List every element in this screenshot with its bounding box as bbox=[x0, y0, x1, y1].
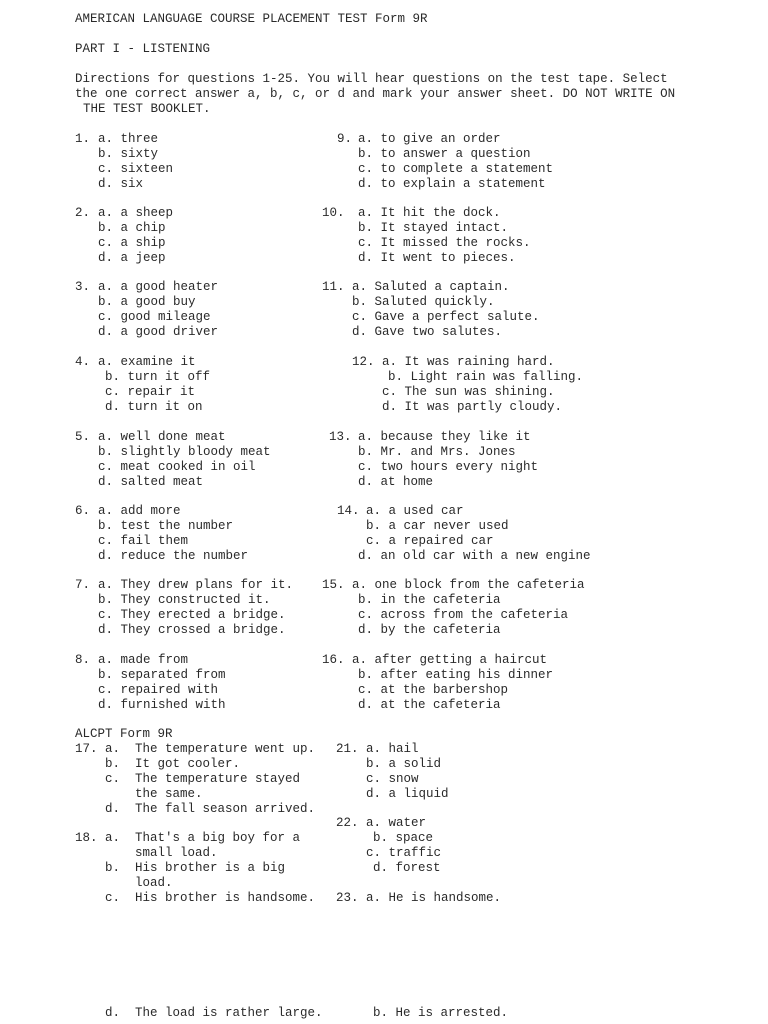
option: c. to complete a statement bbox=[358, 162, 554, 176]
option: b. a car never used bbox=[366, 519, 509, 533]
option: b. after eating his dinner bbox=[358, 668, 554, 682]
option: d. Gave two salutes. bbox=[352, 325, 503, 339]
option: b. a good buy bbox=[98, 295, 196, 309]
option: d. at the cafeteria bbox=[358, 698, 501, 712]
question-number: 8. bbox=[75, 653, 91, 667]
option: d. furnished with bbox=[98, 698, 226, 712]
option: c. meat cooked in oil bbox=[98, 460, 256, 474]
option: d. at home bbox=[358, 475, 434, 489]
option: d. by the cafeteria bbox=[358, 623, 501, 637]
option: a. hail bbox=[366, 742, 419, 756]
question-number: 4. bbox=[75, 355, 91, 369]
question-number: 21. bbox=[336, 742, 359, 756]
question-number: 15. bbox=[322, 578, 345, 592]
option: b. They constructed it. bbox=[98, 593, 271, 607]
option: b. a solid bbox=[366, 757, 442, 771]
option: b. in the cafeteria bbox=[358, 593, 501, 607]
option-text: That's a big boy for a bbox=[135, 831, 301, 845]
option: c. traffic bbox=[366, 846, 442, 860]
option: a. to give an order bbox=[358, 132, 501, 146]
option: c. across from the cafeteria bbox=[358, 608, 569, 622]
option: d. It was partly cloudy. bbox=[382, 400, 563, 414]
option-text: His brother is a big bbox=[135, 861, 286, 875]
option: a. because they like it bbox=[358, 430, 531, 444]
option-letter: c. bbox=[105, 772, 121, 786]
option: c. Gave a perfect salute. bbox=[352, 310, 540, 324]
option: a. It was raining hard. bbox=[382, 355, 555, 369]
option-letter: a. bbox=[105, 742, 121, 756]
option-letter: b. bbox=[105, 757, 121, 771]
question-number: 18. bbox=[75, 831, 98, 845]
option: d. They crossed a bridge. bbox=[98, 623, 286, 637]
question-number: 11. bbox=[322, 280, 345, 294]
option: a. one block from the cafeteria bbox=[352, 578, 585, 592]
option-text: His brother is handsome. bbox=[135, 891, 316, 905]
option: b. to answer a question bbox=[358, 147, 531, 161]
option: b. turn it off bbox=[105, 370, 211, 384]
directions-line: the one correct answer a, b, c, or d and mark your answer sheet. DO NOT WRITE ON bbox=[75, 87, 676, 101]
option: a. after getting a haircut bbox=[352, 653, 548, 667]
option-text: The temperature went up. bbox=[135, 742, 316, 756]
option: a. They drew plans for it. bbox=[98, 578, 294, 592]
option: c. It missed the rocks. bbox=[358, 236, 531, 250]
option-letter: a. bbox=[105, 831, 121, 845]
option: b. Saluted quickly. bbox=[352, 295, 495, 309]
question-number: 9. bbox=[337, 132, 353, 146]
question-number: 3. bbox=[75, 280, 91, 294]
option: b. It stayed intact. bbox=[358, 221, 509, 235]
option: d. It went to pieces. bbox=[358, 251, 516, 265]
option: a. water bbox=[366, 816, 427, 830]
option: b. He is arrested. bbox=[373, 1006, 509, 1020]
part-heading: PART I - LISTENING bbox=[75, 42, 211, 56]
option: a. add more bbox=[98, 504, 181, 518]
option: b. a chip bbox=[98, 221, 166, 235]
option: c. at the barbershop bbox=[358, 683, 509, 697]
option: c. snow bbox=[366, 772, 419, 786]
option: a. a used car bbox=[366, 504, 464, 518]
option: a. examine it bbox=[98, 355, 196, 369]
option: d. reduce the number bbox=[98, 549, 249, 563]
question-number: 1. bbox=[75, 132, 91, 146]
question-number: 6. bbox=[75, 504, 91, 518]
option-letter: d. bbox=[105, 802, 121, 816]
option: c. a repaired car bbox=[366, 534, 494, 548]
question-number: 17. bbox=[75, 742, 98, 756]
option: b. separated from bbox=[98, 668, 226, 682]
option: d. an old car with a new engine bbox=[358, 549, 591, 563]
option: c. They erected a bridge. bbox=[98, 608, 286, 622]
option: c. a ship bbox=[98, 236, 166, 250]
option: c. fail them bbox=[98, 534, 189, 548]
option-letter: c. bbox=[105, 891, 121, 905]
option: c. sixteen bbox=[98, 162, 174, 176]
option-letter: d. bbox=[105, 1006, 121, 1020]
option-text: small load. bbox=[135, 846, 218, 860]
option: a. well done meat bbox=[98, 430, 226, 444]
question-number: 10. bbox=[322, 206, 345, 220]
document-title: AMERICAN LANGUAGE COURSE PLACEMENT TEST Form 9R bbox=[75, 12, 428, 26]
option: a. a sheep bbox=[98, 206, 174, 220]
option-text: load. bbox=[135, 876, 173, 890]
option-text: The temperature stayed bbox=[135, 772, 301, 786]
question-number: 2. bbox=[75, 206, 91, 220]
option: b. sixty bbox=[98, 147, 159, 161]
option: a. It hit the dock. bbox=[358, 206, 501, 220]
option: b. test the number bbox=[98, 519, 234, 533]
option: c. repair it bbox=[105, 385, 196, 399]
option: d. a jeep bbox=[98, 251, 166, 265]
question-number: 23. bbox=[336, 891, 359, 905]
option-text: The fall season arrived. bbox=[135, 802, 316, 816]
option: b. Light rain was falling. bbox=[388, 370, 584, 384]
option: c. The sun was shining. bbox=[382, 385, 555, 399]
option: d. salted meat bbox=[98, 475, 204, 489]
option: d. six bbox=[98, 177, 144, 191]
directions-line: Directions for questions 1-25. You will hear questions on the test tape. Select bbox=[75, 72, 668, 86]
question-number: 7. bbox=[75, 578, 91, 592]
option: b. slightly bloody meat bbox=[98, 445, 271, 459]
form-label: ALCPT Form 9R bbox=[75, 727, 173, 741]
option: b. space bbox=[373, 831, 434, 845]
option: c. repaired with bbox=[98, 683, 219, 697]
option-text: the same. bbox=[135, 787, 203, 801]
option-text: It got cooler. bbox=[135, 757, 241, 771]
option: d. forest bbox=[373, 861, 441, 875]
option: a. Saluted a captain. bbox=[352, 280, 510, 294]
option: a. a good heater bbox=[98, 280, 219, 294]
option: a. three bbox=[98, 132, 159, 146]
question-number: 5. bbox=[75, 430, 91, 444]
question-number: 12. bbox=[352, 355, 375, 369]
question-number: 22. bbox=[336, 816, 359, 830]
option-letter: b. bbox=[105, 861, 121, 875]
directions-line: THE TEST BOOKLET. bbox=[83, 102, 211, 116]
option: d. a liquid bbox=[366, 787, 449, 801]
option: d. to explain a statement bbox=[358, 177, 546, 191]
option: b. Mr. and Mrs. Jones bbox=[358, 445, 516, 459]
option: a. He is handsome. bbox=[366, 891, 502, 905]
option: d. turn it on bbox=[105, 400, 203, 414]
option: c. good mileage bbox=[98, 310, 211, 324]
option: a. made from bbox=[98, 653, 189, 667]
option-text: The load is rather large. bbox=[135, 1006, 323, 1020]
option: d. a good driver bbox=[98, 325, 219, 339]
question-number: 14. bbox=[337, 504, 360, 518]
question-number: 13. bbox=[329, 430, 352, 444]
question-number: 16. bbox=[322, 653, 345, 667]
option: c. two hours every night bbox=[358, 460, 539, 474]
